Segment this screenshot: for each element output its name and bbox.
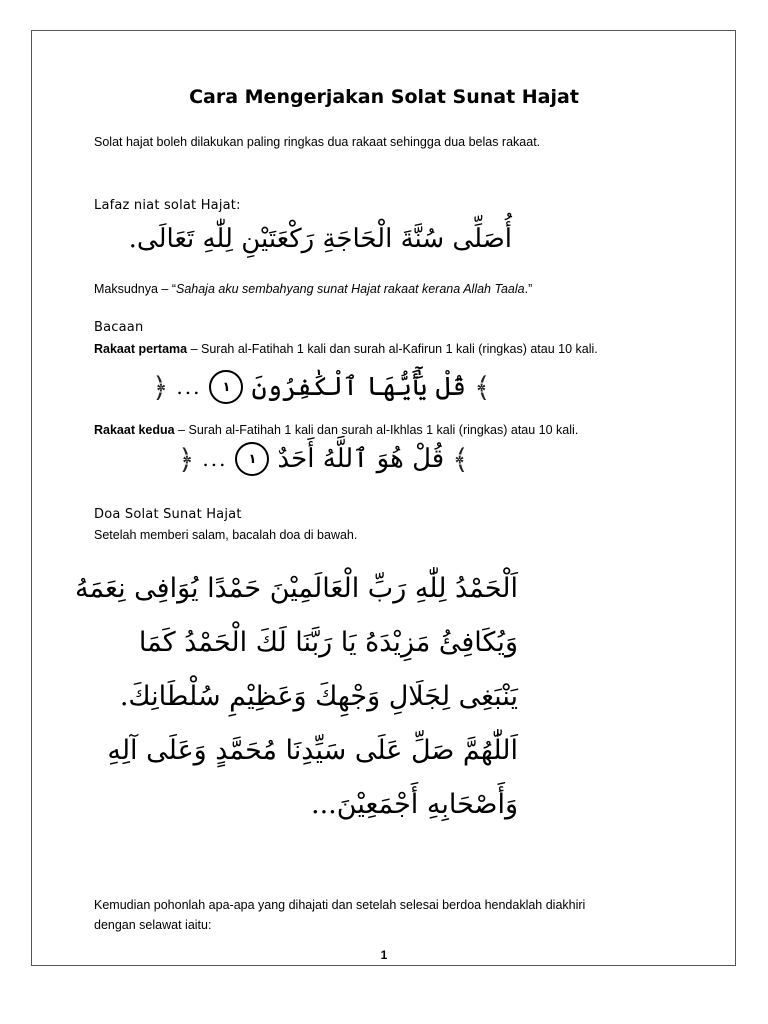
rakaat1-label: Rakaat pertama bbox=[94, 342, 188, 356]
rakaat1-close-bracket-icon: ﴾ bbox=[474, 370, 491, 404]
niat-heading: Lafaz niat solat Hajat: bbox=[94, 198, 241, 213]
rakaat1-ayah-line bbox=[152, 370, 490, 404]
rakaat2-ellipsis: ... bbox=[202, 447, 228, 471]
rakaat2-open-bracket-icon: ﴿ bbox=[178, 442, 195, 476]
niat-meaning-suffix: .” bbox=[524, 282, 533, 296]
doa-line: يَنْبَغِى لِجَلَالِ وَجْهِكَ وَعَظِيْمِ سُلْطَانِكَ. bbox=[119, 681, 518, 712]
doa-line: اَلْحَمْدُ لِلّٰهِ رَبِّ الْعَالَمِيْنَ حَمْدًا يُوَافِى نِعَمَهُ bbox=[74, 573, 518, 604]
rakaat1-ellipsis: ... bbox=[176, 375, 202, 399]
rakaat2-close-bracket-icon: ﴾ bbox=[452, 442, 469, 476]
rakaat2-arabic-text: قُلْ هُوَ ٱللَّهُ أَحَدٌ bbox=[277, 444, 445, 474]
niat-meaning-italic: Sahaja aku sembahyang sunat Hajat rakaat kerana Allah Taala bbox=[175, 282, 525, 296]
rakaat2-label: Rakaat kedua bbox=[94, 423, 175, 437]
rakaat2-ayah-number-icon: ١ bbox=[235, 442, 269, 476]
niat-meaning-prefix: Maksudnya – “ bbox=[94, 282, 176, 296]
rakaat1-ayah-number-icon: ١ bbox=[209, 370, 243, 404]
rakaat1-open-bracket-icon: ﴿ bbox=[152, 370, 169, 404]
rakaat1-text: – Surah al-Fatihah 1 kali dan surah al-Kafirun 1 kali (ringkas) atau 10 kali. bbox=[187, 342, 598, 356]
niat-meaning bbox=[94, 282, 532, 296]
doa-arabic-block bbox=[74, 562, 518, 832]
rakaat2-paragraph bbox=[94, 423, 578, 437]
rakaat1-paragraph bbox=[94, 342, 598, 356]
rakaat1-arabic-text: قُلْ يَٰٓأَيُّهَا ٱلْكَٰفِرُونَ bbox=[251, 372, 467, 402]
rakaat2-text: – Surah al-Fatihah 1 kali dan surah al-Ikhlas 1 kali (ringkas) atau 10 kali. bbox=[174, 423, 579, 437]
page-title: Cara Mengerjakan Solat Sunat Hajat bbox=[189, 86, 579, 108]
doa-line: وَيُكَافِئُ مَزِيْدَهُ يَا رَبَّنَا لَكَ الْحَمْدُ كَمَا bbox=[138, 627, 518, 658]
closing-line-2: dengan selawat iaitu: bbox=[94, 918, 212, 932]
doa-line: وَأَصْحَابِهِ أَجْمَعِيْنَ... bbox=[311, 789, 518, 820]
doa-heading: Doa Solat Sunat Hajat bbox=[94, 507, 242, 522]
doa-instruction: Setelah memberi salam, bacalah doa di bawah. bbox=[94, 528, 358, 542]
niat-arabic-text: أُصَلِّى سُنَّةَ الْحَاجَةِ رَكْعَتَيْنِ لِلّٰهِ تَعَالَى. bbox=[128, 224, 512, 254]
closing-line-1: Kemudian pohonlah apa-apa yang dihajati dan setelah selesai berdoa hendaklah diakhiri bbox=[94, 898, 586, 912]
bacaan-heading: Bacaan bbox=[94, 320, 144, 335]
page-number: 1 bbox=[380, 948, 388, 962]
rakaat2-ayah-line bbox=[178, 442, 469, 476]
intro-paragraph: Solat hajat boleh dilakukan paling ringkas dua rakaat sehingga dua belas rakaat. bbox=[94, 135, 541, 149]
doa-line: اَللّٰهُمَّ صَلِّ عَلَى سَيِّدِنَا مُحَمَّدٍ وَعَلَى آلِهِ bbox=[107, 735, 518, 766]
